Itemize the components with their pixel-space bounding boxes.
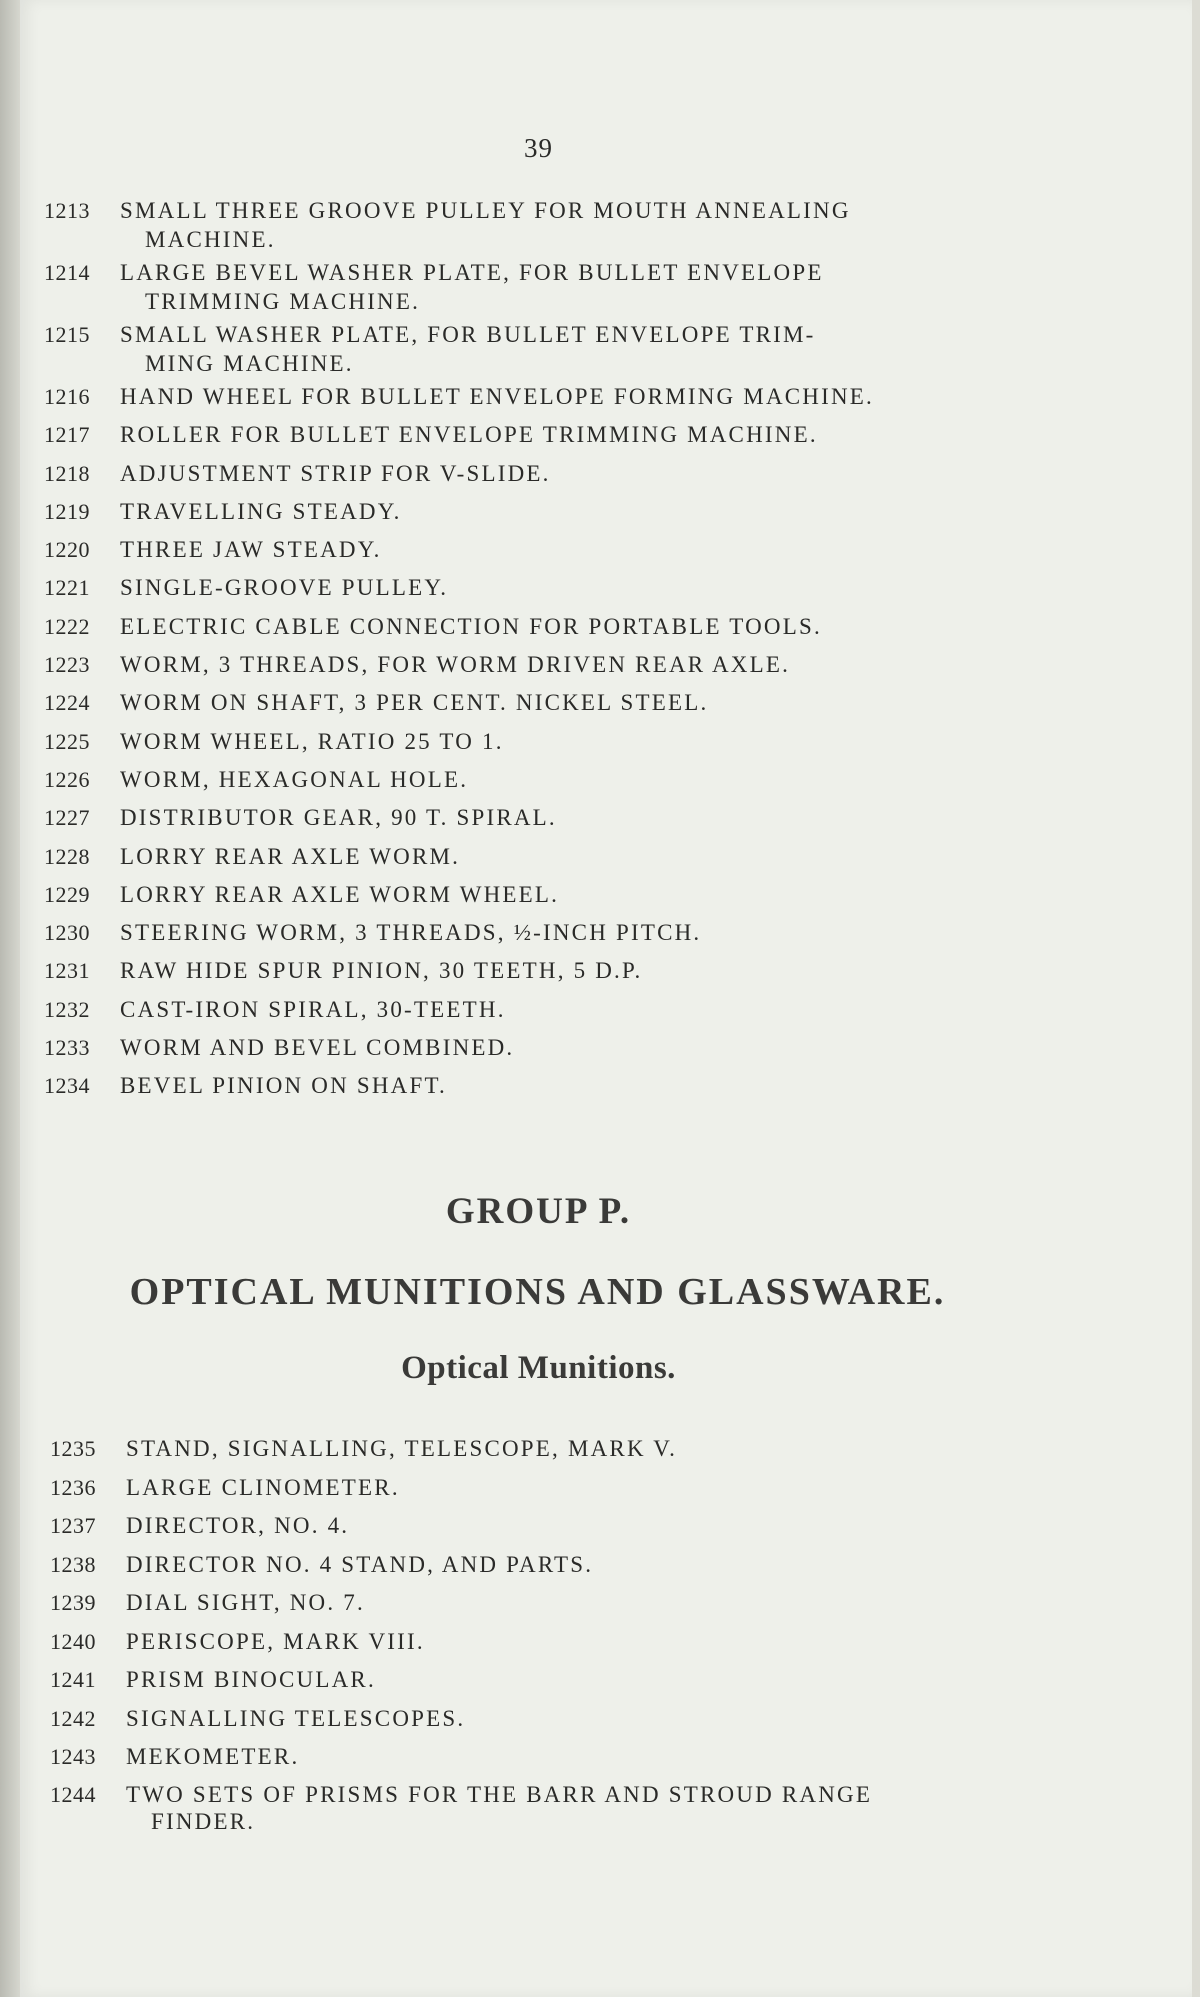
item-description-line: WORM, HEXAGONAL HOLE. [120, 766, 469, 792]
item-number: 1231 [44, 958, 90, 984]
item-description-line: ROLLER FOR BULLET ENVELOPE TRIMMING MACHINE. [120, 422, 818, 448]
item-number: 1224 [44, 690, 90, 716]
item-description [120, 918, 1020, 947]
list-item [20, 1781, 1192, 1843]
item-description [120, 535, 1020, 564]
item-description-line: CAST-IRON SPIRAL, 30-TEETH. [120, 996, 506, 1022]
group-title: GROUP P. [445, 1191, 632, 1232]
item-description [120, 258, 1020, 316]
item-number: 1228 [44, 843, 90, 869]
item-description [126, 1473, 1026, 1502]
item-number: 1237 [50, 1513, 96, 1538]
item-description-line: DIRECTOR NO. 4 STAND, AND PARTS. [126, 1551, 594, 1577]
item-description [120, 650, 1020, 679]
list-item [20, 535, 1192, 573]
list-item [20, 1033, 1192, 1071]
item-number: 1223 [44, 652, 90, 678]
list-item [20, 688, 1192, 726]
item-number: 1227 [44, 805, 90, 831]
item-number: 1217 [44, 422, 90, 448]
item-description [126, 1742, 1026, 1771]
list-item [20, 918, 1192, 956]
item-description [120, 1033, 1020, 1062]
item-description-line: PERISCOPE, MARK VIII. [126, 1628, 425, 1654]
list-item [20, 420, 1192, 458]
item-number: 1236 [50, 1474, 96, 1500]
item-description-continuation: FINDER. [151, 1808, 256, 1834]
item-number: 1221 [44, 575, 90, 601]
item-list-group-o [20, 196, 1192, 1110]
list-item [20, 727, 1192, 765]
item-description [120, 459, 1020, 488]
item-number: 1214 [44, 260, 90, 285]
item-description-line: ADJUSTMENT STRIP FOR V-SLIDE. [120, 460, 551, 486]
item-description-continuation: MING MACHINE. [145, 351, 354, 376]
list-item [20, 650, 1192, 688]
item-description [126, 1665, 1026, 1694]
list-item [20, 1704, 1192, 1743]
item-description-line: STEERING WORM, 3 THREADS, ½-INCH PITCH. [120, 920, 702, 946]
item-description [120, 842, 1020, 871]
item-number: 1241 [50, 1667, 96, 1692]
list-item [20, 320, 1192, 382]
list-item [20, 1473, 1192, 1512]
item-description-line: LARGE CLINOMETER. [126, 1474, 400, 1500]
item-number: 1222 [44, 613, 90, 639]
list-item [20, 956, 1192, 994]
item-description-line: SIGNALLING TELESCOPES. [126, 1705, 466, 1731]
subsection-title: Optical Munitions. [401, 1350, 676, 1386]
item-description [120, 688, 1020, 717]
item-description-line: LORRY REAR AXLE WORM WHEEL. [120, 881, 560, 907]
item-description [120, 382, 1020, 411]
item-description-line: WORM, 3 THREADS, FOR WORM DRIVEN REAR AXLE. [120, 652, 791, 678]
section-title: OPTICAL MUNITIONS AND GLASSWARE. [129, 1271, 946, 1313]
list-item [20, 880, 1192, 918]
item-number: 1243 [50, 1744, 96, 1769]
item-description [120, 573, 1020, 602]
item-number: 1244 [50, 1781, 96, 1807]
page-number: 39 [524, 133, 553, 163]
list-item [20, 1550, 1192, 1589]
item-description [126, 1550, 1026, 1579]
item-description [120, 320, 1020, 378]
item-number: 1232 [44, 996, 90, 1022]
item-description-line: WORM AND BEVEL COMBINED. [120, 1035, 515, 1061]
list-item [20, 1665, 1192, 1704]
item-description [120, 612, 1020, 641]
item-description-line: STAND, SIGNALLING, TELESCOPE, MARK V. [126, 1436, 678, 1461]
item-number: 1238 [50, 1551, 96, 1577]
item-number: 1229 [44, 881, 90, 907]
list-item [20, 1071, 1192, 1109]
item-number: 1234 [44, 1073, 90, 1099]
item-description-line: LORRY REAR AXLE WORM. [120, 843, 461, 869]
item-description [120, 765, 1020, 794]
item-description-line: WORM WHEEL, RATIO 25 TO 1. [120, 728, 504, 754]
item-description-line: SINGLE-GROOVE PULLEY. [120, 575, 449, 601]
item-description [120, 420, 1020, 449]
item-description [126, 1588, 1026, 1617]
item-number: 1230 [44, 920, 90, 946]
item-number: 1225 [44, 728, 90, 754]
list-item [20, 382, 1192, 420]
list-item [20, 803, 1192, 841]
item-description-line: SMALL THREE GROOVE PULLEY FOR MOUTH ANNEALING [120, 198, 851, 223]
list-item [20, 1627, 1192, 1666]
item-list-group-p [20, 1434, 1192, 1843]
item-number: 1242 [50, 1705, 96, 1731]
item-description [126, 1511, 1026, 1540]
item-number: 1218 [44, 460, 90, 486]
item-number: 1216 [44, 384, 90, 409]
item-description-line: BEVEL PINION ON SHAFT. [120, 1073, 447, 1099]
item-description [120, 1071, 1020, 1100]
item-description-line: DIAL SIGHT, NO. 7. [126, 1590, 365, 1615]
item-number: 1213 [44, 198, 90, 223]
item-description-line: WORM ON SHAFT, 3 PER CENT. NICKEL STEEL. [120, 690, 709, 716]
list-item [20, 1742, 1192, 1781]
item-number: 1239 [50, 1590, 96, 1615]
item-number: 1219 [44, 498, 90, 524]
list-item [20, 258, 1192, 320]
list-item [20, 765, 1192, 803]
list-item [20, 573, 1192, 611]
item-number: 1220 [44, 537, 90, 563]
item-number: 1240 [50, 1628, 96, 1654]
item-description-continuation: MACHINE. [145, 227, 276, 252]
list-item [20, 497, 1192, 535]
list-item [20, 1511, 1192, 1550]
item-description [126, 1781, 1026, 1835]
item-description-line: TWO SETS OF PRISMS FOR THE BARR AND STROUD RANGE [126, 1781, 873, 1807]
item-number: 1226 [44, 766, 90, 792]
list-item [20, 1434, 1192, 1473]
item-description-line: HAND WHEEL FOR BULLET ENVELOPE FORMING MACHINE. [120, 384, 874, 409]
item-number: 1233 [44, 1035, 90, 1061]
list-item [20, 196, 1192, 258]
item-description-line: DISTRIBUTOR GEAR, 90 T. SPIRAL. [120, 805, 557, 831]
item-description-line: PRISM BINOCULAR. [126, 1667, 376, 1692]
item-number: 1235 [50, 1436, 96, 1461]
item-description [120, 880, 1020, 909]
list-item [20, 842, 1192, 880]
item-description [120, 803, 1020, 832]
item-description [126, 1704, 1026, 1733]
item-description-line: LARGE BEVEL WASHER PLATE, FOR BULLET ENVELOPE [120, 260, 824, 285]
item-description-line: ELECTRIC CABLE CONNECTION FOR PORTABLE TOOLS. [120, 613, 822, 639]
list-item [20, 995, 1192, 1033]
book-spine-shadow [0, 0, 20, 1997]
list-item [20, 1588, 1192, 1627]
list-item [20, 459, 1192, 497]
item-description [120, 497, 1020, 526]
item-number: 1215 [44, 322, 90, 347]
item-description [120, 956, 1020, 985]
item-description-line: SMALL WASHER PLATE, FOR BULLET ENVELOPE TRIM- [120, 322, 816, 347]
document-page [20, 0, 1192, 1997]
item-description-line: THREE JAW STEADY. [120, 537, 382, 563]
item-description [126, 1627, 1026, 1656]
item-description-line: DIRECTOR, NO. 4. [126, 1513, 350, 1538]
item-description [120, 727, 1020, 756]
item-description-continuation: TRIMMING MACHINE. [145, 289, 421, 314]
item-description-line: RAW HIDE SPUR PINION, 30 TEETH, 5 D.P. [120, 958, 643, 984]
item-description-line: MEKOMETER. [126, 1744, 300, 1769]
item-description [120, 196, 1020, 254]
item-description-line: TRAVELLING STEADY. [120, 498, 402, 524]
list-item [20, 612, 1192, 650]
item-description [120, 995, 1020, 1024]
item-description [126, 1434, 1026, 1463]
